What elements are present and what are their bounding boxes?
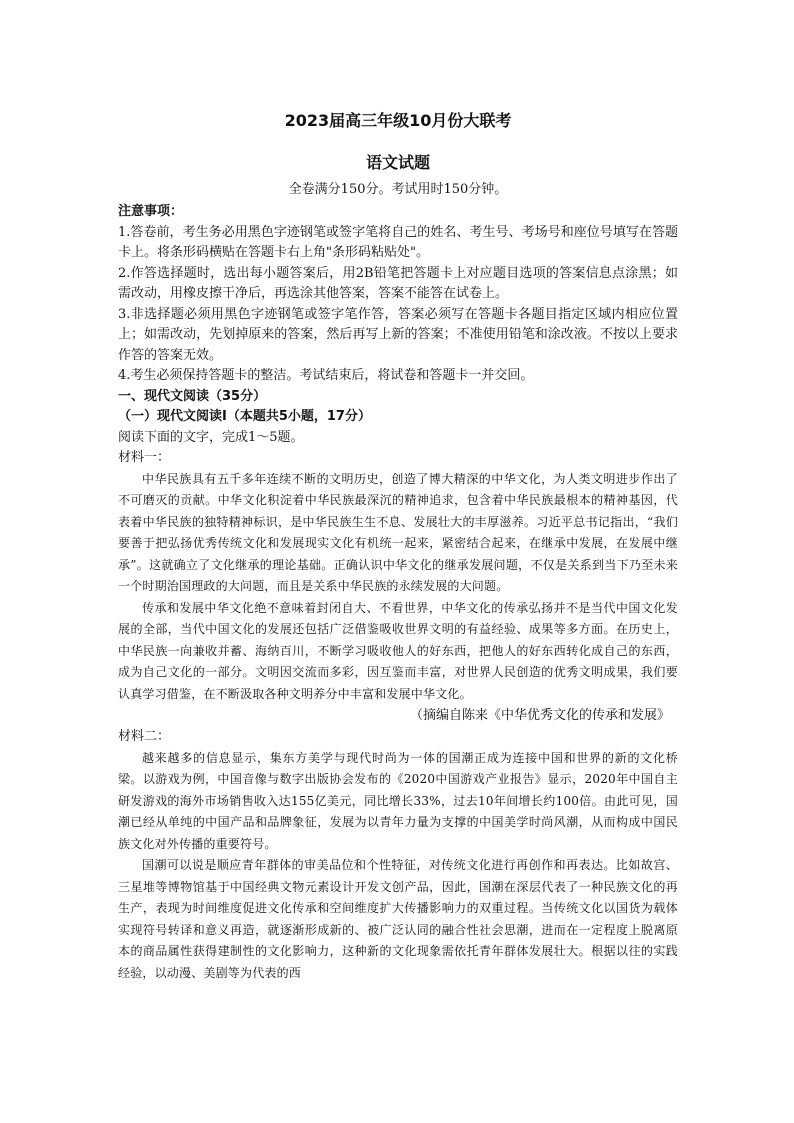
note-item: 2.作答选择题时，选出每小题答案后，用2B铅笔把答题卡上对应题目选项的答案信息点涂黑；如需改动，用橡皮擦干净后，再选涂其他答案，答案不能答在试卷上。: [118, 265, 678, 301]
reading-instruction: 阅读下面的文字，完成1～5题。: [118, 429, 304, 445]
score-info: 全卷满分150分。考试用时150分钟。: [288, 182, 508, 197]
material1-paragraph: 传承和发展中华文化绝不意味着封闭自大、不看世界，中华文化的传承弘扬并不是当代中国文化发展的全部，当代中国文化的发展还包括广泛借鉴吸收世界文明的有益经验、成果等多方面。在历史上，中华民族一向兼收并蓄、海纳百川，不断学习吸收他人的好东西，把他人的好东西转化成自己的东西，成为自己文化的一部分。文明因交流而多彩，因互鉴而丰富，对世界人民创造的优秀文明成果，我们要认真学习借鉴，在不断汲取各种文明养分中丰富和发展中华文化。: [118, 600, 678, 701]
material2-label: 材料二：: [118, 729, 171, 744]
notes-heading: 注意事项：: [118, 204, 184, 219]
material1-source: （摘编自陈来《中华优秀文化的传承和发展》: [409, 708, 670, 723]
material1-label: 材料一：: [118, 450, 171, 465]
exam-page: [118, 100, 678, 984]
material2-paragraph: 国潮可以说是顺应青年群体的审美品位和个性特征，对传统文化进行再创作和再表达。比如故宫、三星堆等博物馆基于中国经典文物元素设计开发文创产品，因此，国潮在深层代表了一种民族文化的再生产，表现为时间维度促进文化传承和空间维度扩大传播影响力的双重过程。当传统文化以国货为载体实现符号转译和意义再造，就逐渐形成新的、被广泛认同的融合性社会思潮，进而在一定程度上脱离原本的商品属性获得建制性的文化影响力，这种新的文化现象需依托青年群体发展壮大。根据以往的实践经验，以动漫、美剧等为代表的西: [118, 858, 678, 980]
note-item: 4.考生必须保持答题卡的整洁。考试结束后，将试卷和答题卡一并交回。: [118, 368, 534, 383]
note-item: 1.答卷前，考生务必用黑色字迹钢笔或签字笔将自己的姓名、考生号、考场号和座位号填写在答题卡上。将条形码横贴在答题卡右上角"条形码粘贴处"。: [118, 224, 678, 260]
exam-title: 2023届高三年级10月份大联考: [284, 111, 512, 130]
material1-paragraph: 中华民族具有五千多年连续不断的文明历史，创造了博大精深的中华文化，为人类文明进步作出了不可磨灭的贡献。中华文化积淀着中华民族最深沉的精神追求，包含着中华民族最根本的精神基因，代表着中华民族的独特精神标识，是中华民族生生不息、发展壮大的丰厚滋养。习近平总书记指出，“我们要善于把弘扬优秀传统文化和发展现实文化有机统一起来，紧密结合起来，在继承中发展，在发展中继承”。这就确立了文化继承的理论基础。正确认识中华文化的继承发展问题，不仅是关系到当下乃至未来一个时期治国理政的大问题，而且是关系中华民族的永续发展的大问题。: [118, 471, 678, 593]
section-heading: 一、现代文阅读（35分）: [118, 388, 267, 404]
note-item: 3.非选择题必须用黑色字迹钢笔或签字笔作答，答案必须写在答题卡各题目指定区域内相应位置上；如需改动，先划掉原来的答案，然后再写上新的答案；不准使用铅笔和涂改液。不按以上要求作答的答案无效。: [118, 306, 678, 363]
exam-subject: 语文试题: [365, 153, 430, 172]
notes-block: [118, 202, 678, 387]
material2-paragraph: 越来越多的信息显示，集东方美学与现代时尚为一体的国潮正成为连接中国和世界的新的文化桥梁。以游戏为例，中国音像与数字出版协会发布的《2020中国游戏产业报告》显示，2020年中国自主研发游戏的海外市场销售收入达155亿美元，同比增长33%，过去10年间增长约100倍。由此可见，国潮已经从单纯的中国产品和品牌象征，发展为以青年力量为支撑的中国美学时尚风潮，从而构成中国民族文化对外传播的重要符号。: [118, 750, 678, 851]
section-subheading: （一）现代文阅读Ⅰ（本题共5小题，17分）: [118, 409, 371, 424]
